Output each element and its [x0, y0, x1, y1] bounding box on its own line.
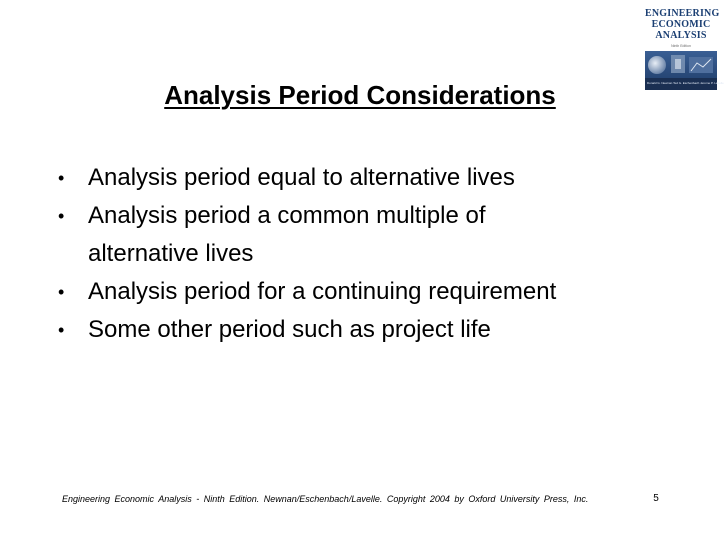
- bullet-line: Some other period such as project life: [88, 316, 491, 343]
- bullet-item: [52, 159, 672, 197]
- bullet-list: [52, 159, 672, 349]
- bullet-text: [88, 273, 672, 311]
- bullet-line: Analysis period a common multiple of: [88, 202, 486, 229]
- slide-title-text: Analysis Period Considerations: [164, 80, 556, 110]
- bullet-text: [88, 311, 672, 349]
- bullet-line: alternative lives: [88, 240, 254, 267]
- book-cover-title-line: ANALYSIS: [655, 30, 707, 41]
- bullet-icon: •: [58, 206, 65, 226]
- page-number: 5: [653, 493, 659, 504]
- book-cover-title-line: ECONOMIC: [651, 19, 711, 30]
- bullet-icon: •: [58, 282, 65, 302]
- slide-title: [0, 78, 724, 112]
- book-cover-title: [645, 8, 720, 41]
- bullet-item: [52, 311, 672, 349]
- bullet-item: [52, 273, 672, 311]
- book-cover-title-line: ENGINEERING: [645, 8, 720, 19]
- bullet-text: [88, 197, 672, 273]
- book-cover-edition: Ninth Edition: [671, 44, 691, 48]
- bullet-icon: •: [58, 320, 65, 340]
- footer-copyright: Engineering Economic Analysis - Ninth Edition. Newnan/Eschenbach/Lavelle. Copyright 2004 by Oxford University Press, Inc.: [62, 494, 589, 504]
- bullet-icon: •: [58, 168, 65, 188]
- bullet-line: Analysis period equal to alternative lives: [88, 164, 515, 191]
- bullet-text: [88, 159, 672, 197]
- bullet-line: Analysis period for a continuing requirement: [88, 278, 557, 305]
- bullet-item: [52, 197, 672, 273]
- book-cover-authors: Donald G. Newnan Ted G. Eschenbach Jerome P. Lavelle: [647, 81, 724, 85]
